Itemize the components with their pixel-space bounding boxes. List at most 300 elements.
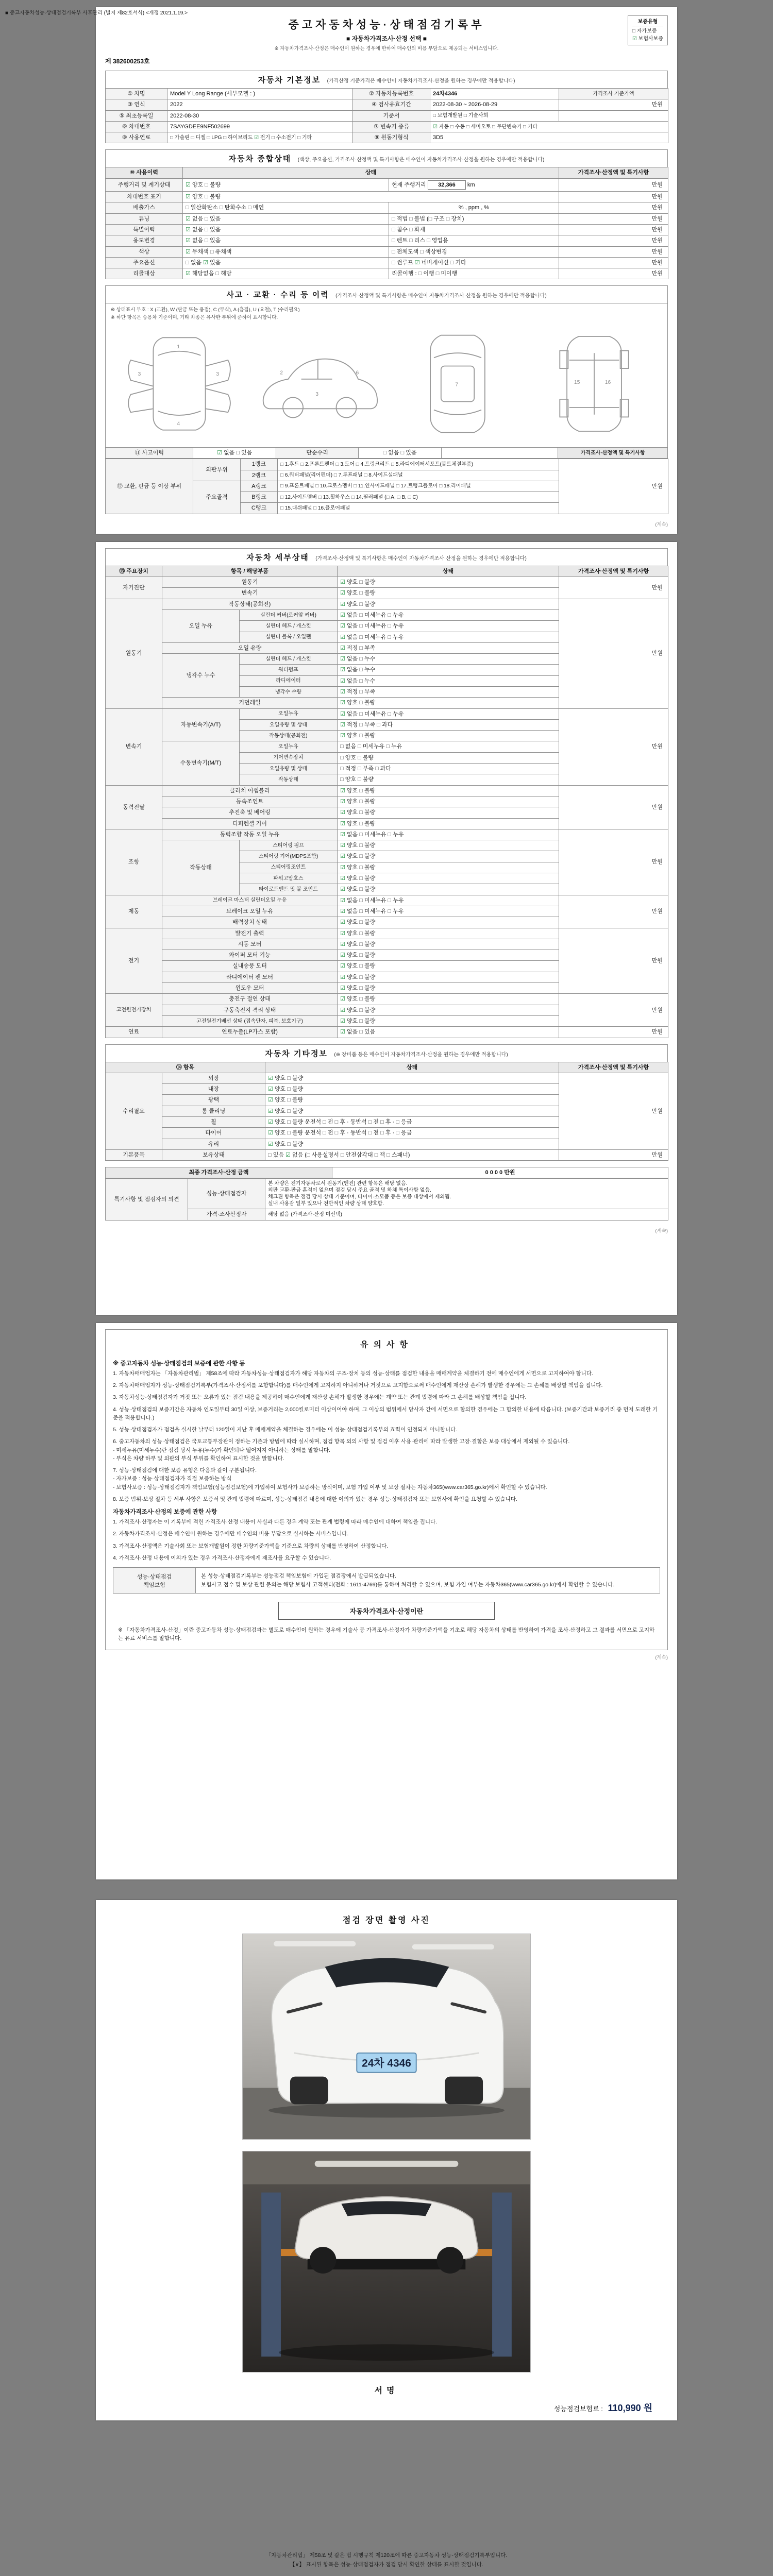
checkbox-group-cell[interactable]: ☑ 양호 □ 불량 [183, 192, 559, 202]
checkbox-empty-icon[interactable]: □ [287, 1141, 291, 1147]
checkbox-checked-icon[interactable]: ☑ [340, 590, 345, 597]
checkbox-checked-icon[interactable]: ☑ [340, 908, 345, 914]
checkbox-empty-icon[interactable]: □ [280, 472, 284, 479]
checkbox-group-cell[interactable]: ☑ 없음 □ 미세누유 □ 누유 [338, 708, 559, 719]
checkbox-empty-icon[interactable]: □ [463, 113, 467, 119]
checkbox-empty-icon[interactable]: □ [268, 1151, 272, 1158]
checkbox-group-cell[interactable]: □ 15.대쉬패널 □ 16.플로어패널 [278, 503, 559, 514]
checkbox-empty-icon[interactable]: □ [359, 897, 363, 904]
checkbox-empty-icon[interactable]: □ [210, 248, 214, 255]
checkbox-empty-icon[interactable]: □ [359, 809, 363, 816]
checkbox-empty-icon[interactable]: □ [359, 798, 363, 805]
checkbox-group-cell[interactable]: ☑ 없음 □ 미세누유 □ 누유 [338, 621, 559, 632]
checkbox-checked-icon[interactable]: ☑ [340, 919, 345, 926]
checkbox-empty-icon[interactable]: □ [396, 1130, 399, 1137]
checkbox-group-cell[interactable]: ☑ 양호 □ 불량 [338, 851, 559, 862]
checkbox-group-cell[interactable]: ☑ 양호 □ 불량 [183, 178, 389, 191]
checkbox-group-cell[interactable]: ☑ 적정 □ 부족 [338, 642, 559, 653]
checkbox-empty-icon[interactable]: □ [386, 743, 390, 750]
checkbox-empty-icon[interactable]: □ [388, 831, 392, 838]
checkbox-group-cell[interactable]: ☑ 없음 □ 누수 [338, 654, 559, 665]
checkbox-group-cell[interactable]: ☑ 양호 □ 불량 [338, 840, 559, 851]
checkbox-empty-icon[interactable]: □ [359, 733, 363, 739]
checkbox-checked-icon[interactable]: ☑ [340, 941, 345, 947]
table-row [106, 1027, 668, 1038]
checkbox-empty-icon[interactable]: □ [397, 494, 400, 500]
checkbox-empty-icon[interactable]: □ [359, 930, 363, 937]
checkbox-empty-icon[interactable]: □ [409, 215, 413, 222]
checkbox-empty-icon[interactable]: □ [340, 766, 344, 772]
checkbox-empty-icon[interactable]: □ [409, 226, 413, 233]
checkbox-empty-icon[interactable]: □ [358, 754, 361, 761]
table-cell: ⑥ 차대번호 [106, 121, 167, 132]
checkbox-checked-icon[interactable]: ☑ [186, 270, 191, 277]
checkbox-empty-icon[interactable]: □ [450, 259, 454, 266]
checkbox-checked-icon[interactable]: ☑ [268, 1118, 273, 1125]
checkbox-checked-icon[interactable]: ☑ [268, 1130, 273, 1137]
checkbox-checked-icon[interactable]: ☑ [340, 612, 345, 618]
checkbox-empty-icon[interactable]: □ [400, 449, 405, 456]
checkbox-empty-icon[interactable]: □ [359, 656, 363, 663]
checkbox-checked-icon[interactable]: ☑ [340, 787, 345, 794]
checkbox-empty-icon[interactable]: □ [418, 270, 422, 277]
checkbox-checked-icon[interactable]: ☑ [340, 656, 345, 663]
checkbox-empty-icon[interactable]: □ [359, 1007, 363, 1013]
checkbox-empty-icon[interactable]: □ [420, 248, 424, 255]
checkbox-checked-icon[interactable]: ☑ [268, 1075, 273, 1081]
checkbox-checked-icon[interactable]: ☑ [268, 1141, 273, 1147]
checkbox-checked-icon[interactable]: ☑ [340, 864, 345, 871]
checkbox-group-cell[interactable]: ☑ 양호 □ 불량 [338, 972, 559, 982]
checkbox-group-cell[interactable]: □ 9.프론트패널 □ 10.크로스멤버 □ 11.인사이드패널 □ 17.트렁크플로어 □ 18.리어패널 [278, 481, 559, 492]
checkbox-empty-icon[interactable]: □ [359, 710, 363, 717]
checkbox-checked-icon[interactable]: ☑ [217, 449, 222, 456]
checkbox-checked-icon[interactable]: ☑ [340, 733, 345, 739]
field-transmission[interactable]: ☑ 자동 □ 수동 □ 세미오토 □ 무단변속기 □ 기타 [430, 121, 668, 132]
checkbox-group-cell[interactable]: ☑ 없음 □ 있음 [183, 224, 389, 235]
checkbox-empty-icon[interactable]: □ [368, 1118, 372, 1125]
checkbox-empty-icon[interactable]: □ [280, 494, 284, 500]
checkbox-group-cell[interactable]: □ 없음 ☑ 있음 [183, 257, 389, 268]
checkbox-empty-icon[interactable]: □ [354, 483, 357, 489]
checkbox-checked-icon[interactable]: ☑ [340, 1007, 345, 1013]
table-cell: 만원 [559, 928, 668, 994]
checkbox-group-cell[interactable]: ☑ 양호 □ 불량 [265, 1106, 559, 1116]
checkbox-empty-icon[interactable]: □ [359, 908, 363, 914]
field-simple-repair[interactable]: □ 없음 □ 있음 [359, 447, 441, 458]
checkbox-group-cell[interactable]: ☑ 양호 □ 불량 [338, 917, 559, 928]
checkbox-group-cell[interactable]: ☑ 없음 □ 미세누유 □ 누유 [338, 829, 559, 840]
checkbox-empty-icon[interactable]: □ [392, 259, 395, 266]
checkbox-checked-icon[interactable]: ☑ [186, 238, 191, 244]
checkbox-empty-icon[interactable]: □ [386, 494, 390, 500]
checkbox-empty-icon[interactable]: □ [433, 113, 436, 119]
checkbox-checked-icon[interactable]: ☑ [340, 710, 345, 717]
checkbox-group-cell[interactable]: □ 양호 □ 불량 [338, 774, 559, 785]
checkbox-empty-icon[interactable]: □ [359, 623, 363, 630]
checkbox-empty-icon[interactable]: □ [280, 505, 284, 512]
checkbox-checked-icon[interactable]: ☑ [340, 963, 345, 970]
checkbox-group-cell[interactable]: ☑ 양호 □ 불량 [338, 961, 559, 972]
checkbox-empty-icon[interactable]: □ [219, 205, 223, 211]
checkbox-empty-icon[interactable]: □ [359, 667, 363, 673]
notice-item: 2. 자동차매매업자가 성능·상태점검기록부(가격조사·산정서를 포함합니다)를 매수인에게 고지하지 아니하거나 거짓으로 고지함으로써 매수인에게 재산상 손해가 발생한 경우에는 그 손해를 배상할 책임을 집니다. [113, 1382, 603, 1388]
checkbox-empty-icon[interactable]: □ [359, 634, 363, 640]
checkbox-group-cell[interactable]: ☑ 없음 □ 있음 [183, 235, 389, 246]
checkbox-empty-icon[interactable]: □ [377, 721, 380, 728]
checkbox-group-cell[interactable]: □ 양호 □ 불량 [338, 752, 559, 763]
checkbox-group-cell[interactable]: ☑ 양호 □ 불량 [265, 1073, 559, 1083]
checkbox-checked-icon[interactable]: ☑ [340, 1018, 345, 1024]
checkbox-group-cell[interactable]: □ 적정 □ 부족 □ 과다 [338, 764, 559, 774]
checkbox-empty-icon[interactable]: □ [359, 721, 363, 728]
checkbox-empty-icon[interactable]: □ [359, 612, 363, 618]
checkbox-empty-icon[interactable]: □ [359, 590, 363, 597]
checkbox-empty-icon[interactable]: □ [358, 776, 361, 783]
checkbox-empty-icon[interactable]: □ [358, 766, 361, 772]
checkbox-group-cell[interactable]: ☑ 양호 □ 불량 [338, 873, 559, 884]
document-title: 중고자동차성능·상태점검기록부 [288, 19, 485, 31]
checkbox-empty-icon[interactable]: □ [170, 134, 174, 141]
checkbox-group-cell[interactable]: □ 침수 □ 화재 [389, 224, 559, 235]
checkbox-empty-icon[interactable]: □ [340, 743, 344, 750]
checkbox-checked-icon[interactable]: ☑ [340, 886, 345, 893]
checkbox-checked-icon[interactable]: ☑ [340, 974, 345, 980]
checkbox-empty-icon[interactable]: □ [392, 226, 395, 233]
checkbox-empty-icon[interactable]: □ [359, 1029, 363, 1036]
checkbox-group-cell[interactable]: □ 6.쿼터패널(리어펜더) □ 7.루프패널 □ 8.사이드실패널 [278, 470, 559, 481]
checkbox-empty-icon[interactable]: □ [340, 754, 344, 761]
table-cell: 기본품목 [106, 1149, 162, 1160]
checkbox-group-cell[interactable]: ☑ 양호 □ 불량 [265, 1095, 559, 1106]
checkbox-empty-icon[interactable]: □ [287, 1075, 291, 1081]
checkbox-empty-icon[interactable]: □ [215, 270, 220, 277]
field-price-standard[interactable]: □ 보험개발원 □ 기술사회 [430, 110, 559, 121]
checkbox-empty-icon[interactable]: □ [359, 974, 363, 980]
checkbox-empty-icon[interactable]: □ [334, 1118, 339, 1125]
checkbox-empty-icon[interactable]: □ [359, 919, 363, 926]
checkbox-empty-icon[interactable]: □ [408, 494, 411, 500]
checkbox-checked-icon[interactable]: ☑ [340, 996, 345, 1003]
checkbox-empty-icon[interactable]: □ [392, 215, 395, 222]
checkbox-empty-icon[interactable]: □ [300, 461, 304, 467]
checkbox-empty-icon[interactable]: □ [297, 134, 301, 141]
checkbox-checked-icon[interactable]: ☑ [632, 36, 637, 42]
checkbox-group-cell[interactable]: □ 12.사이드멤버 □ 13.휠하우스 □ 14.필러패널 (□ A, □ B, □ C) [278, 492, 559, 503]
checkbox-group-cell[interactable]: 리콜이행 : □ 이행 □ 미이행 [389, 268, 559, 279]
checkbox-empty-icon[interactable]: □ [359, 677, 363, 684]
checkbox-empty-icon[interactable]: □ [388, 710, 392, 717]
checkbox-checked-icon[interactable]: ☑ [340, 634, 345, 640]
checkbox-checked-icon[interactable]: ☑ [340, 700, 345, 706]
checkbox-empty-icon[interactable]: □ [359, 601, 363, 607]
checkbox-empty-icon[interactable]: □ [359, 985, 363, 992]
checkbox-empty-icon[interactable]: □ [287, 1118, 291, 1125]
checkbox-group-cell[interactable]: ☑ 없음 □ 있음 [183, 213, 389, 224]
checkbox-empty-icon[interactable]: □ [359, 831, 363, 838]
checkbox-checked-icon[interactable]: ☑ [340, 875, 345, 882]
checkbox-checked-icon[interactable]: ☑ [340, 853, 345, 860]
checkbox-group-cell[interactable]: ☑ 양호 □ 불량 [338, 928, 559, 939]
checkbox-checked-icon[interactable]: ☑ [268, 1086, 273, 1093]
checkbox-group-cell[interactable]: ☑ 양호 □ 불량 [338, 818, 559, 829]
checkbox-checked-icon[interactable]: ☑ [340, 689, 345, 695]
checkbox-group-cell[interactable]: ☑ 양호 □ 불량 [338, 731, 559, 741]
section-detail-subtitle: (가격조사·산정액 및 특기사항은 매수인이 자동차가격조사·산정을 원하는 경우에만 적용합니다) [315, 555, 527, 562]
checkbox-group-cell[interactable]: ☑ 양호 □ 불량 [338, 994, 559, 1005]
checkbox-checked-icon[interactable]: ☑ [186, 215, 191, 222]
table-cell: 유리 [162, 1139, 265, 1149]
checkbox-group-cell[interactable]: ☑ 양호 □ 불량 [338, 884, 559, 895]
checkbox-checked-icon[interactable]: ☑ [340, 677, 345, 684]
checkbox-checked-icon[interactable]: ☑ [186, 226, 191, 233]
checkbox-group-cell[interactable]: ☑ 양호 □ 불량 [338, 577, 559, 588]
checkbox-empty-icon[interactable]: □ [280, 461, 284, 467]
checkbox-group-cell[interactable]: ☑ 양호 □ 불량 [338, 983, 559, 994]
table-cell: ② 자동차등록번호 [353, 89, 430, 99]
checkbox-checked-icon[interactable]: ☑ [340, 645, 345, 651]
checkbox-checked-icon[interactable]: ☑ [340, 1029, 345, 1036]
checkbox-group-cell[interactable]: ☑ 양호 □ 불량 [338, 950, 559, 961]
checkbox-group-cell[interactable]: ☑ 없음 □ 있음 [338, 1027, 559, 1038]
checkbox-empty-icon[interactable]: □ [392, 238, 395, 244]
checkbox-empty-icon[interactable]: □ [359, 864, 363, 871]
checkbox-group-cell[interactable]: ☑ 적정 □ 부족 [338, 687, 559, 698]
checkbox-group-cell[interactable]: ☑ 양호 □ 불량 운전석 □ 전 □ 후 · 동반석 □ 전 □ 후 · □ 응급 [265, 1116, 559, 1127]
checkbox-group-cell[interactable]: □ 썬루프 ☑ 네비게이션 □ 기타 [389, 257, 559, 268]
checkbox-checked-icon[interactable]: ☑ [340, 897, 345, 904]
checkbox-empty-icon[interactable]: □ [186, 259, 189, 266]
checkbox-empty-icon[interactable]: □ [205, 238, 208, 244]
field-fuel[interactable]: □ 가솔린 □ 디젤 □ LPG □ 하이브리드 ☑ 전기 □ 수소전기 □ 기타 [167, 132, 353, 143]
checkbox-checked-icon[interactable]: ☑ [285, 1151, 291, 1158]
checkbox-empty-icon[interactable]: □ [280, 483, 284, 489]
table-cell: 연료누출(LP가스 포함) [162, 1027, 338, 1038]
checkbox-empty-icon[interactable]: □ [396, 1118, 399, 1125]
checkbox-checked-icon[interactable]: ☑ [268, 1108, 273, 1114]
checkbox-checked-icon[interactable]: ☑ [340, 842, 345, 849]
checkbox-group-cell[interactable]: ☑ 양호 □ 불량 [338, 785, 559, 796]
table-cell: 특기사항 및 점검자의 의견 [106, 1179, 188, 1220]
checkbox-group-cell[interactable]: ☑ 양호 □ 불량 [265, 1139, 559, 1149]
checkbox-group-cell[interactable]: ☑ 양호 □ 불량 [338, 599, 559, 609]
checkbox-empty-icon[interactable]: □ [359, 941, 363, 947]
table-cell: 연료 [106, 1027, 162, 1038]
checkbox-empty-icon[interactable]: □ [388, 634, 392, 640]
checkbox-checked-icon[interactable]: ☑ [268, 1097, 273, 1104]
checkbox-checked-icon[interactable]: ☑ [340, 667, 345, 673]
checkbox-empty-icon[interactable]: □ [248, 205, 251, 211]
table-cell: ③ 연식 [106, 99, 167, 110]
table-cell: 만원 [559, 224, 668, 235]
page-2 [96, 542, 677, 1315]
checkbox-empty-icon[interactable]: □ [359, 952, 363, 959]
checkbox-empty-icon[interactable]: □ [359, 996, 363, 1003]
checkbox-empty-icon[interactable]: □ [359, 700, 363, 706]
checkbox-empty-icon[interactable]: □ [523, 124, 526, 130]
checkbox-empty-icon[interactable]: □ [359, 1018, 363, 1024]
checkbox-group-cell[interactable]: ☑ 양호 □ 불량 운전석 □ 전 □ 후 · 동반석 □ 전 □ 후 · □ 응급 [265, 1128, 559, 1139]
checkbox-empty-icon[interactable]: □ [383, 449, 387, 456]
checkbox-checked-icon[interactable]: ☑ [340, 952, 345, 959]
checkbox-empty-icon[interactable]: □ [205, 226, 208, 233]
checkbox-empty-icon[interactable]: □ [351, 494, 355, 500]
checkbox-group-cell[interactable]: ☑ 무채색 □ 유채색 [183, 246, 389, 257]
panel-frame-table [105, 459, 668, 514]
checkbox-checked-icon[interactable]: ☑ [186, 248, 191, 255]
checkbox-empty-icon[interactable]: □ [409, 238, 413, 244]
table-cell: ⑬ 주요장치 [106, 566, 162, 577]
table-cell: ⑤ 최초등록일 [106, 110, 167, 121]
checkbox-checked-icon[interactable]: ☑ [340, 985, 345, 992]
checkbox-checked-icon[interactable]: ☑ [340, 579, 345, 586]
checkbox-empty-icon[interactable]: □ [391, 461, 395, 467]
checkbox-empty-icon[interactable]: □ [428, 215, 432, 222]
checkbox-empty-icon[interactable]: □ [359, 963, 363, 970]
checkbox-empty-icon[interactable]: □ [450, 124, 453, 130]
checkbox-group-cell[interactable]: □ 전체도색 □ 색상변경 [389, 246, 559, 257]
checkbox-empty-icon[interactable]: □ [313, 505, 317, 512]
checkbox-group-cell[interactable]: □ 있음 ☑ 없음 (□ 사용설명서 □ 안전삼각대 □ 잭 □ 스패너) [265, 1149, 559, 1160]
checkbox-empty-icon[interactable]: □ [392, 248, 395, 255]
checkbox-group-cell[interactable]: □ 없음 □ 미세누유 □ 누유 [338, 741, 559, 752]
checkbox-group-cell[interactable]: ☑ 없음 □ 누수 [338, 665, 559, 675]
checkbox-empty-icon[interactable]: □ [359, 579, 363, 586]
checkbox-group-cell[interactable]: ☑ 적정 □ 부족 □ 과다 [338, 719, 559, 730]
checkbox-empty-icon[interactable]: □ [492, 124, 496, 130]
checkbox-empty-icon[interactable]: □ [396, 483, 399, 489]
checkbox-empty-icon[interactable]: □ [359, 886, 363, 893]
checkbox-empty-icon[interactable]: □ [364, 472, 367, 479]
checkbox-empty-icon[interactable]: □ [380, 1130, 384, 1137]
checkbox-empty-icon[interactable]: □ [359, 875, 363, 882]
checkbox-checked-icon[interactable]: ☑ [433, 124, 438, 130]
checkbox-group-cell[interactable]: ☑ 양호 □ 불량 [338, 939, 559, 950]
checkbox-empty-icon[interactable]: □ [375, 766, 379, 772]
checkbox-empty-icon[interactable]: □ [318, 494, 322, 500]
checkbox-empty-icon[interactable]: □ [236, 449, 240, 456]
checkbox-empty-icon[interactable]: □ [287, 1097, 291, 1104]
checkbox-group-cell[interactable]: ☑ 양호 □ 불량 [338, 588, 559, 599]
checkbox-group-cell[interactable]: ☑ 없음 □ 미세누유 □ 누유 [338, 609, 559, 620]
checkbox-empty-icon[interactable]: □ [340, 776, 344, 783]
checkbox-empty-icon[interactable]: □ [359, 842, 363, 849]
checkbox-empty-icon[interactable]: □ [223, 134, 227, 141]
checkbox-checked-icon[interactable]: ☑ [203, 259, 208, 266]
checkbox-empty-icon[interactable]: □ [388, 612, 392, 618]
checkbox-group-cell[interactable]: ☑ 양호 □ 불량 [338, 796, 559, 807]
checkbox-empty-icon[interactable]: □ [205, 215, 208, 222]
checkbox-group-cell[interactable]: □ 1.후드 □ 2.프론트펜더 □ 3.도어 □ 4.트렁크리드 □ 5.라디에이터서포트(볼트체결부품) [278, 459, 559, 470]
checkbox-checked-icon[interactable]: ☑ [186, 194, 191, 200]
checkbox-empty-icon[interactable]: □ [287, 1086, 291, 1093]
checkbox-group-cell[interactable]: ☑ 해당없음 □ 해당 [183, 268, 389, 279]
checkbox-empty-icon[interactable]: □ [315, 483, 319, 489]
checkbox-empty-icon[interactable]: □ [207, 134, 210, 141]
checkbox-empty-icon[interactable]: □ [335, 461, 339, 467]
table-cell: 전기 [106, 928, 162, 994]
table-cell: ⑦ 변속기 종류 [353, 121, 430, 132]
checkbox-group-cell[interactable]: ☑ 양호 □ 불량 [338, 698, 559, 708]
checkbox-group-cell[interactable]: □ 일산화탄소 □ 탄화수소 □ 매연 [183, 202, 389, 213]
checkbox-empty-icon[interactable]: □ [359, 787, 363, 794]
checkbox-group-cell[interactable]: ☑ 없음 □ 미세누유 □ 누유 [338, 895, 559, 906]
checkbox-checked-icon[interactable]: ☑ [340, 721, 345, 728]
checkbox-checked-icon[interactable]: ☑ [340, 623, 345, 630]
checkbox-empty-icon[interactable]: □ [466, 124, 469, 130]
checkbox-empty-icon[interactable]: □ [333, 472, 337, 479]
checkbox-checked-icon[interactable]: ☑ [340, 601, 345, 607]
table-cell: 만원 [559, 994, 668, 1027]
checkbox-group-cell[interactable]: ☑ 양호 □ 불량 [338, 807, 559, 818]
checkbox-checked-icon[interactable]: ☑ [340, 798, 345, 805]
checkbox-empty-icon[interactable]: □ [358, 743, 361, 750]
checkbox-empty-icon[interactable]: □ [359, 820, 363, 827]
checkbox-empty-icon[interactable]: □ [306, 1151, 310, 1158]
checkbox-checked-icon[interactable]: ☑ [340, 831, 345, 838]
checkbox-empty-icon[interactable]: □ [205, 181, 208, 188]
checkbox-group-cell[interactable]: ☑ 없음 □ 미세누유 □ 누유 [338, 906, 559, 917]
checkbox-checked-icon[interactable]: ☑ [340, 820, 345, 827]
checkbox-empty-icon[interactable]: □ [340, 1151, 344, 1158]
table-cell: 오일 유량 [162, 642, 338, 653]
checkbox-empty-icon[interactable]: □ [356, 461, 359, 467]
checkbox-empty-icon[interactable]: □ [323, 1118, 326, 1125]
checkbox-empty-icon[interactable]: □ [388, 623, 392, 630]
checkbox-empty-icon[interactable]: □ [388, 908, 392, 914]
checkbox-group-cell[interactable]: ☑ 없음 □ 누수 [338, 675, 559, 686]
checkbox-empty-icon[interactable]: □ [435, 270, 440, 277]
checkbox-empty-icon[interactable]: □ [186, 205, 189, 211]
field-mileage: 현재 주행거리 32,366 km [389, 178, 559, 191]
checkbox-group-cell[interactable]: □ 렌트 □ 리스 □ 영업용 [389, 235, 559, 246]
checkbox-empty-icon[interactable]: □ [380, 1118, 384, 1125]
checkbox-empty-icon[interactable]: □ [323, 1130, 326, 1137]
field-accident-history[interactable]: ☑ 없음 □ 있음 [193, 447, 276, 458]
checkbox-group-cell[interactable]: □ 적법 □ 불법 (□ 구조 □ 장치) [389, 213, 559, 224]
checkbox-group-cell[interactable]: ☑ 양호 □ 불량 [338, 1005, 559, 1015]
checkbox-empty-icon[interactable]: □ [359, 853, 363, 860]
checkbox-empty-icon[interactable]: □ [427, 238, 430, 244]
checkbox-empty-icon[interactable]: □ [287, 1108, 291, 1114]
checkbox-empty-icon[interactable]: □ [359, 645, 363, 651]
checkbox-empty-icon[interactable]: □ [359, 689, 363, 695]
table-cell [559, 110, 668, 121]
checkbox-checked-icon[interactable]: ☑ [340, 809, 345, 816]
checkbox-group-cell[interactable]: ☑ 없음 □ 미세누유 □ 누유 [338, 632, 559, 642]
checkbox-empty-icon[interactable]: □ [368, 1130, 372, 1137]
checkbox-empty-icon[interactable]: □ [439, 483, 443, 489]
checkbox-checked-icon[interactable]: ☑ [414, 259, 420, 266]
checkbox-checked-icon[interactable]: ☑ [340, 930, 345, 937]
checkbox-empty-icon[interactable]: □ [287, 1130, 291, 1137]
checkbox-group-cell[interactable]: ☑ 양호 □ 불량 [338, 1015, 559, 1026]
checkbox-empty-icon[interactable]: □ [374, 1151, 378, 1158]
checkbox-group-cell[interactable]: ☑ 양호 □ 불량 [338, 862, 559, 873]
checkbox-empty-icon[interactable]: □ [334, 1130, 339, 1137]
checkbox-empty-icon[interactable]: □ [446, 215, 450, 222]
checkbox-empty-icon[interactable]: □ [191, 134, 194, 141]
checkbox-empty-icon[interactable]: □ [632, 28, 635, 34]
checkbox-checked-icon[interactable]: ☑ [254, 134, 259, 141]
checkbox-empty-icon[interactable]: □ [205, 194, 208, 200]
car-diagram-underside [532, 325, 656, 443]
checkbox-empty-icon[interactable]: □ [386, 1151, 390, 1158]
checkbox-empty-icon[interactable]: □ [271, 134, 275, 141]
checkbox-checked-icon[interactable]: ☑ [186, 181, 191, 188]
checkbox-group-cell[interactable]: ☑ 양호 □ 불량 [265, 1084, 559, 1095]
checkbox-empty-icon[interactable]: □ [388, 897, 392, 904]
